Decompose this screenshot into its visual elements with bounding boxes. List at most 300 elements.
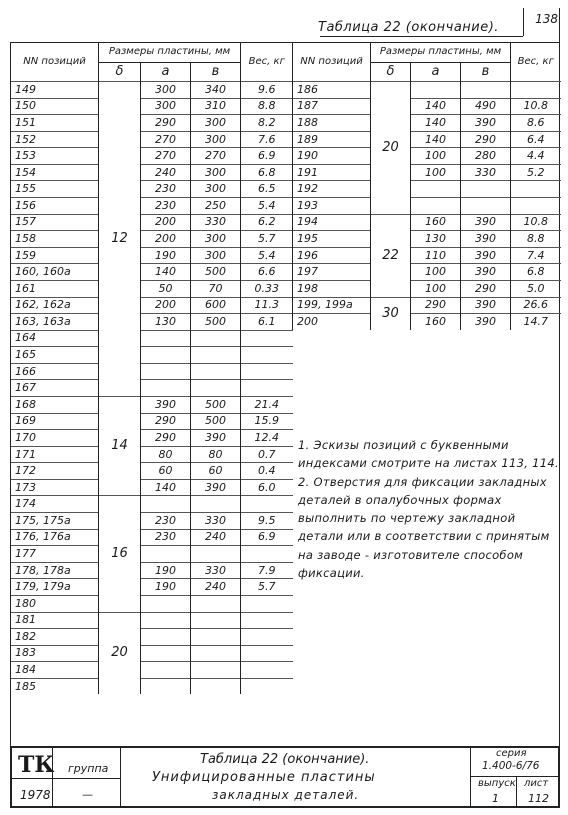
table-row (11, 595, 293, 612)
position-cell: 149 (11, 82, 99, 99)
weight-cell (241, 595, 293, 612)
dim-a-cell: 100 (411, 148, 461, 165)
weight-cell: 6.1 (241, 314, 293, 331)
position-cell: 173 (11, 479, 99, 496)
dim-b-cell: 60 (191, 463, 241, 480)
header-a: a (141, 63, 191, 82)
weight-cell: 8.8 (241, 98, 293, 115)
weight-cell (511, 198, 561, 215)
weight-cell: 5.2 (511, 164, 561, 181)
dim-b-cell: 390 (461, 231, 511, 248)
dim-b-cell (191, 629, 241, 646)
dim-a-cell: 290 (141, 430, 191, 447)
table-row (293, 115, 561, 132)
table-row (11, 214, 293, 231)
position-cell: 182 (11, 629, 99, 646)
weight-cell (241, 546, 293, 563)
dim-b-cell: 340 (191, 82, 241, 99)
table-row (11, 678, 293, 694)
weight-cell: 5.4 (241, 198, 293, 215)
position-cell: 187 (293, 98, 371, 115)
position-cell: 160, 160a (11, 264, 99, 281)
table-row (11, 629, 293, 646)
dim-a-cell: 140 (141, 479, 191, 496)
table-row (11, 115, 293, 132)
weight-cell: 0.33 (241, 280, 293, 297)
table-row (11, 430, 293, 447)
position-cell: 181 (11, 612, 99, 629)
dim-a-cell: 230 (141, 513, 191, 530)
position-cell: 177 (11, 546, 99, 563)
table-row (293, 280, 561, 297)
table-row (11, 280, 293, 297)
dim-b-cell: 390 (461, 297, 511, 314)
position-cell: 195 (293, 231, 371, 248)
table-row (11, 98, 293, 115)
stamp-title-1: Таблица 22 (окончание). (200, 752, 370, 767)
dim-b-cell: 300 (191, 181, 241, 198)
weight-cell: 7.4 (511, 247, 561, 264)
dim-b-cell (191, 330, 241, 347)
thickness-cell: 12 (99, 82, 141, 397)
dim-b-cell: 270 (191, 148, 241, 165)
dim-b-cell (461, 198, 511, 215)
dim-a-cell (141, 363, 191, 380)
weight-cell: 9.5 (241, 513, 293, 530)
dim-a-cell (141, 330, 191, 347)
weight-cell: 14.7 (511, 314, 561, 330)
weight-cell: 6.9 (241, 148, 293, 165)
dim-b-cell: 300 (191, 131, 241, 148)
weight-cell (241, 363, 293, 380)
dim-b-cell: 290 (461, 280, 511, 297)
dim-a-cell (141, 496, 191, 513)
position-cell: 178, 178a (11, 562, 99, 579)
position-cell: 158 (11, 231, 99, 248)
weight-cell: 0.7 (241, 446, 293, 463)
weight-cell: 0.4 (241, 463, 293, 480)
table-row (293, 164, 561, 181)
position-cell: 168 (11, 396, 99, 413)
dim-b-cell (461, 82, 511, 99)
title-block (10, 746, 560, 808)
table-row (11, 513, 293, 530)
position-cell: 170 (11, 430, 99, 447)
weight-cell: 5.0 (511, 280, 561, 297)
table-row (11, 546, 293, 563)
dim-b-cell (191, 678, 241, 694)
weight-cell (241, 629, 293, 646)
dim-b-cell: 300 (191, 164, 241, 181)
dim-b-cell: 390 (461, 214, 511, 231)
table-row (11, 446, 293, 463)
dim-a-cell: 230 (141, 529, 191, 546)
position-cell: 172 (11, 463, 99, 480)
position-cell: 176, 176a (11, 529, 99, 546)
dim-a-cell: 230 (141, 198, 191, 215)
dim-b-cell (191, 496, 241, 513)
weight-cell: 6.9 (241, 529, 293, 546)
position-cell: 186 (293, 82, 371, 99)
dim-a-cell (141, 380, 191, 397)
title-bracket (523, 8, 524, 36)
dim-b-cell: 280 (461, 148, 511, 165)
position-cell: 198 (293, 280, 371, 297)
position-cell: 197 (293, 264, 371, 281)
dim-a-cell: 300 (141, 82, 191, 99)
stamp-title-2: Унифицированные пластины (152, 770, 376, 785)
thickness-cell: 20 (99, 612, 141, 694)
dim-b-cell: 500 (191, 314, 241, 331)
table-row (293, 314, 561, 330)
thickness-cell: 22 (371, 214, 411, 297)
weight-cell: 26.6 (511, 297, 561, 314)
dim-b-cell: 390 (461, 115, 511, 132)
weight-cell (241, 662, 293, 679)
table-row (293, 297, 561, 314)
table-row (293, 131, 561, 148)
dim-b-cell: 310 (191, 98, 241, 115)
dim-a-cell (411, 181, 461, 198)
table-row (293, 247, 561, 264)
position-cell: 192 (293, 181, 371, 198)
dim-a-cell (141, 347, 191, 364)
dim-b-cell: 330 (191, 214, 241, 231)
dim-a-cell (141, 595, 191, 612)
weight-cell: 5.4 (241, 247, 293, 264)
dim-a-cell: 300 (141, 98, 191, 115)
position-cell: 184 (11, 662, 99, 679)
sheet-value: 112 (528, 792, 549, 805)
table-row (293, 198, 561, 215)
dim-b-cell (461, 181, 511, 198)
dim-a-cell: 110 (411, 247, 461, 264)
dim-b-cell (191, 612, 241, 629)
table-row (293, 98, 561, 115)
weight-cell (241, 380, 293, 397)
dim-a-cell: 290 (141, 115, 191, 132)
dim-a-cell: 60 (141, 463, 191, 480)
dim-b-cell: 390 (191, 479, 241, 496)
position-cell: 162, 162a (11, 297, 99, 314)
table-row (293, 214, 561, 231)
position-cell: 157 (11, 214, 99, 231)
dim-a-cell: 160 (411, 214, 461, 231)
position-cell: 165 (11, 347, 99, 364)
position-cell: 199, 199a (293, 297, 371, 314)
left-table (10, 42, 293, 694)
table-row (11, 231, 293, 248)
series-value: 1.400-6/76 (482, 760, 540, 772)
dim-a-cell: 80 (141, 446, 191, 463)
weight-cell: 8.2 (241, 115, 293, 132)
dim-b-cell: 500 (191, 264, 241, 281)
dim-a-cell: 290 (141, 413, 191, 430)
dim-a-cell: 240 (141, 164, 191, 181)
dim-b-cell (191, 645, 241, 662)
dim-b-cell: 390 (461, 247, 511, 264)
weight-cell (511, 82, 561, 99)
position-cell: 175, 175a (11, 513, 99, 530)
table-row (293, 82, 561, 99)
table-title: Таблица 22 (окончание). (318, 20, 499, 35)
dim-b-cell: 330 (191, 513, 241, 530)
table-row (11, 662, 293, 679)
table-row (11, 181, 293, 198)
weight-cell: 7.6 (241, 131, 293, 148)
weight-cell: 6.6 (241, 264, 293, 281)
position-cell: 166 (11, 363, 99, 380)
position-cell: 169 (11, 413, 99, 430)
dim-b-cell: 80 (191, 446, 241, 463)
weight-cell: 8.6 (511, 115, 561, 132)
position-cell: 191 (293, 164, 371, 181)
table-row (11, 198, 293, 215)
weight-cell: 10.8 (511, 214, 561, 231)
table-row (11, 314, 293, 331)
dim-a-cell (141, 645, 191, 662)
header-b: в (191, 63, 241, 82)
position-cell: 190 (293, 148, 371, 165)
position-cell: 161 (11, 280, 99, 297)
note-2: 2. Отверстия для фиксации закладных деталей в опалубочных формах выполнить по чертежу закладной детали или в соответствии с принятым на заводе - изготовителе способом фиксации. (298, 474, 550, 581)
dim-a-cell: 200 (141, 214, 191, 231)
dim-b-cell: 330 (461, 164, 511, 181)
series-label: серия (496, 748, 527, 759)
table-row (11, 645, 293, 662)
table-row (11, 463, 293, 480)
stamp-title-3: закладных деталей. (212, 788, 360, 802)
header-d: δ (99, 63, 141, 82)
table-row (11, 164, 293, 181)
dim-a-cell: 100 (411, 164, 461, 181)
position-cell: 155 (11, 181, 99, 198)
dim-a-cell: 140 (411, 131, 461, 148)
dim-a-cell: 290 (411, 297, 461, 314)
dim-b-cell (191, 595, 241, 612)
weight-cell: 15.9 (241, 413, 293, 430)
weight-cell (241, 678, 293, 694)
header-pos: NN позиций (11, 42, 99, 82)
table-row (11, 380, 293, 397)
dim-b-cell: 390 (191, 430, 241, 447)
weight-cell: 10.8 (511, 98, 561, 115)
header-b: в (461, 63, 511, 82)
position-cell: 156 (11, 198, 99, 215)
position-cell: 193 (293, 198, 371, 215)
dim-a-cell (141, 612, 191, 629)
weight-cell (511, 181, 561, 198)
position-cell: 174 (11, 496, 99, 513)
weight-cell: 6.8 (511, 264, 561, 281)
table-row (11, 579, 293, 596)
dim-a-cell (411, 198, 461, 215)
table-row (11, 396, 293, 413)
dim-a-cell: 390 (141, 396, 191, 413)
table-row (11, 529, 293, 546)
table-row (11, 148, 293, 165)
table-row (293, 264, 561, 281)
weight-cell: 8.8 (511, 231, 561, 248)
weight-cell (241, 612, 293, 629)
dim-b-cell (191, 380, 241, 397)
notes-block (298, 436, 560, 582)
position-cell: 185 (11, 678, 99, 694)
dim-b-cell: 600 (191, 297, 241, 314)
sheet-label: лист (524, 778, 549, 789)
dim-a-cell: 190 (141, 247, 191, 264)
weight-cell: 7.9 (241, 562, 293, 579)
dim-b-cell: 490 (461, 98, 511, 115)
position-cell: 171 (11, 446, 99, 463)
dim-b-cell (191, 662, 241, 679)
position-cell: 164 (11, 330, 99, 347)
dim-a-cell: 100 (411, 280, 461, 297)
table-row (11, 612, 293, 629)
header-pos: NN позиций (293, 42, 371, 82)
table-row (11, 297, 293, 314)
dim-a-cell (141, 678, 191, 694)
weight-cell: 6.2 (241, 214, 293, 231)
weight-cell: 4.4 (511, 148, 561, 165)
position-cell: 196 (293, 247, 371, 264)
weight-cell (241, 645, 293, 662)
table-row (11, 496, 293, 513)
table-row (293, 181, 561, 198)
header-weight: Вес, кг (241, 42, 293, 82)
dim-a-cell: 130 (411, 231, 461, 248)
title-underline (320, 36, 523, 37)
dim-a-cell: 270 (141, 148, 191, 165)
position-cell: 183 (11, 645, 99, 662)
position-cell: 200 (293, 314, 371, 330)
dim-b-cell: 240 (191, 529, 241, 546)
dim-a-cell: 130 (141, 314, 191, 331)
dim-a-cell: 230 (141, 181, 191, 198)
dim-b-cell: 300 (191, 115, 241, 132)
weight-cell: 11.3 (241, 297, 293, 314)
weight-cell (241, 347, 293, 364)
position-cell: 188 (293, 115, 371, 132)
dim-a-cell: 50 (141, 280, 191, 297)
dim-a-cell: 160 (411, 314, 461, 330)
table-row (11, 82, 293, 99)
table-row (11, 562, 293, 579)
table-row (11, 330, 293, 347)
dim-a-cell: 190 (141, 562, 191, 579)
weight-cell: 6.5 (241, 181, 293, 198)
table-row (11, 413, 293, 430)
dim-b-cell (191, 347, 241, 364)
position-cell: 179, 179a (11, 579, 99, 596)
dim-a-cell (141, 546, 191, 563)
dim-a-cell: 190 (141, 579, 191, 596)
right-table (292, 42, 561, 330)
weight-cell: 12.4 (241, 430, 293, 447)
position-cell: 153 (11, 148, 99, 165)
dim-a-cell: 140 (411, 115, 461, 132)
dim-b-cell: 300 (191, 247, 241, 264)
weight-cell: 6.8 (241, 164, 293, 181)
dim-a-cell: 200 (141, 297, 191, 314)
position-cell: 163, 163a (11, 314, 99, 331)
issue-value: 1 (492, 792, 499, 805)
weight-cell (241, 496, 293, 513)
position-cell: 151 (11, 115, 99, 132)
dim-b-cell: 500 (191, 396, 241, 413)
header-d: δ (371, 63, 411, 82)
table-row (11, 131, 293, 148)
dim-b-cell: 240 (191, 579, 241, 596)
table-row (11, 347, 293, 364)
weight-cell (241, 330, 293, 347)
header-weight: Вес, кг (511, 42, 561, 82)
dim-a-cell: 140 (411, 98, 461, 115)
dim-b-cell: 300 (191, 231, 241, 248)
dim-a-cell: 100 (411, 264, 461, 281)
dim-b-cell: 330 (191, 562, 241, 579)
thickness-cell: 14 (99, 396, 141, 495)
dim-a-cell: 140 (141, 264, 191, 281)
thickness-cell: 16 (99, 496, 141, 612)
header-plate-dims: Размеры пластины, мм (99, 42, 241, 63)
note-1: 1. Эскизы позиций с буквенными индексами смотрите на листах 113, 114. (298, 438, 559, 471)
dim-b-cell: 390 (461, 314, 511, 330)
group-label: группа (68, 762, 109, 775)
position-cell: 194 (293, 214, 371, 231)
dim-a-cell (141, 629, 191, 646)
dim-a-cell: 200 (141, 231, 191, 248)
table-row (11, 264, 293, 281)
weight-cell: 6.4 (511, 131, 561, 148)
dim-a-cell (141, 662, 191, 679)
header-a: a (411, 63, 461, 82)
weight-cell: 21.4 (241, 396, 293, 413)
dim-b-cell: 70 (191, 280, 241, 297)
page-number: 138 (535, 12, 558, 26)
table-row (11, 247, 293, 264)
position-cell: 159 (11, 247, 99, 264)
dim-b-cell: 250 (191, 198, 241, 215)
position-cell: 150 (11, 98, 99, 115)
weight-cell: 6.0 (241, 479, 293, 496)
position-cell: 152 (11, 131, 99, 148)
dim-b-cell (191, 546, 241, 563)
table-row (293, 231, 561, 248)
position-cell: 154 (11, 164, 99, 181)
dash: — (82, 788, 93, 801)
tk-logo: ТК (18, 752, 55, 778)
table-row (293, 148, 561, 165)
weight-cell: 9.6 (241, 82, 293, 99)
thickness-cell: 20 (371, 82, 411, 215)
dim-b-cell (191, 363, 241, 380)
issue-label: выпуск (478, 778, 516, 789)
thickness-cell: 30 (371, 297, 411, 330)
position-cell: 189 (293, 131, 371, 148)
table-row (11, 363, 293, 380)
dim-a-cell: 270 (141, 131, 191, 148)
dim-a-cell (411, 82, 461, 99)
year: 1978 (20, 788, 51, 802)
position-cell: 167 (11, 380, 99, 397)
table-row (11, 479, 293, 496)
dim-b-cell: 290 (461, 131, 511, 148)
dim-b-cell: 390 (461, 264, 511, 281)
dim-b-cell: 500 (191, 413, 241, 430)
header-plate-dims: Размеры пластины, мм (371, 42, 511, 63)
weight-cell: 5.7 (241, 231, 293, 248)
